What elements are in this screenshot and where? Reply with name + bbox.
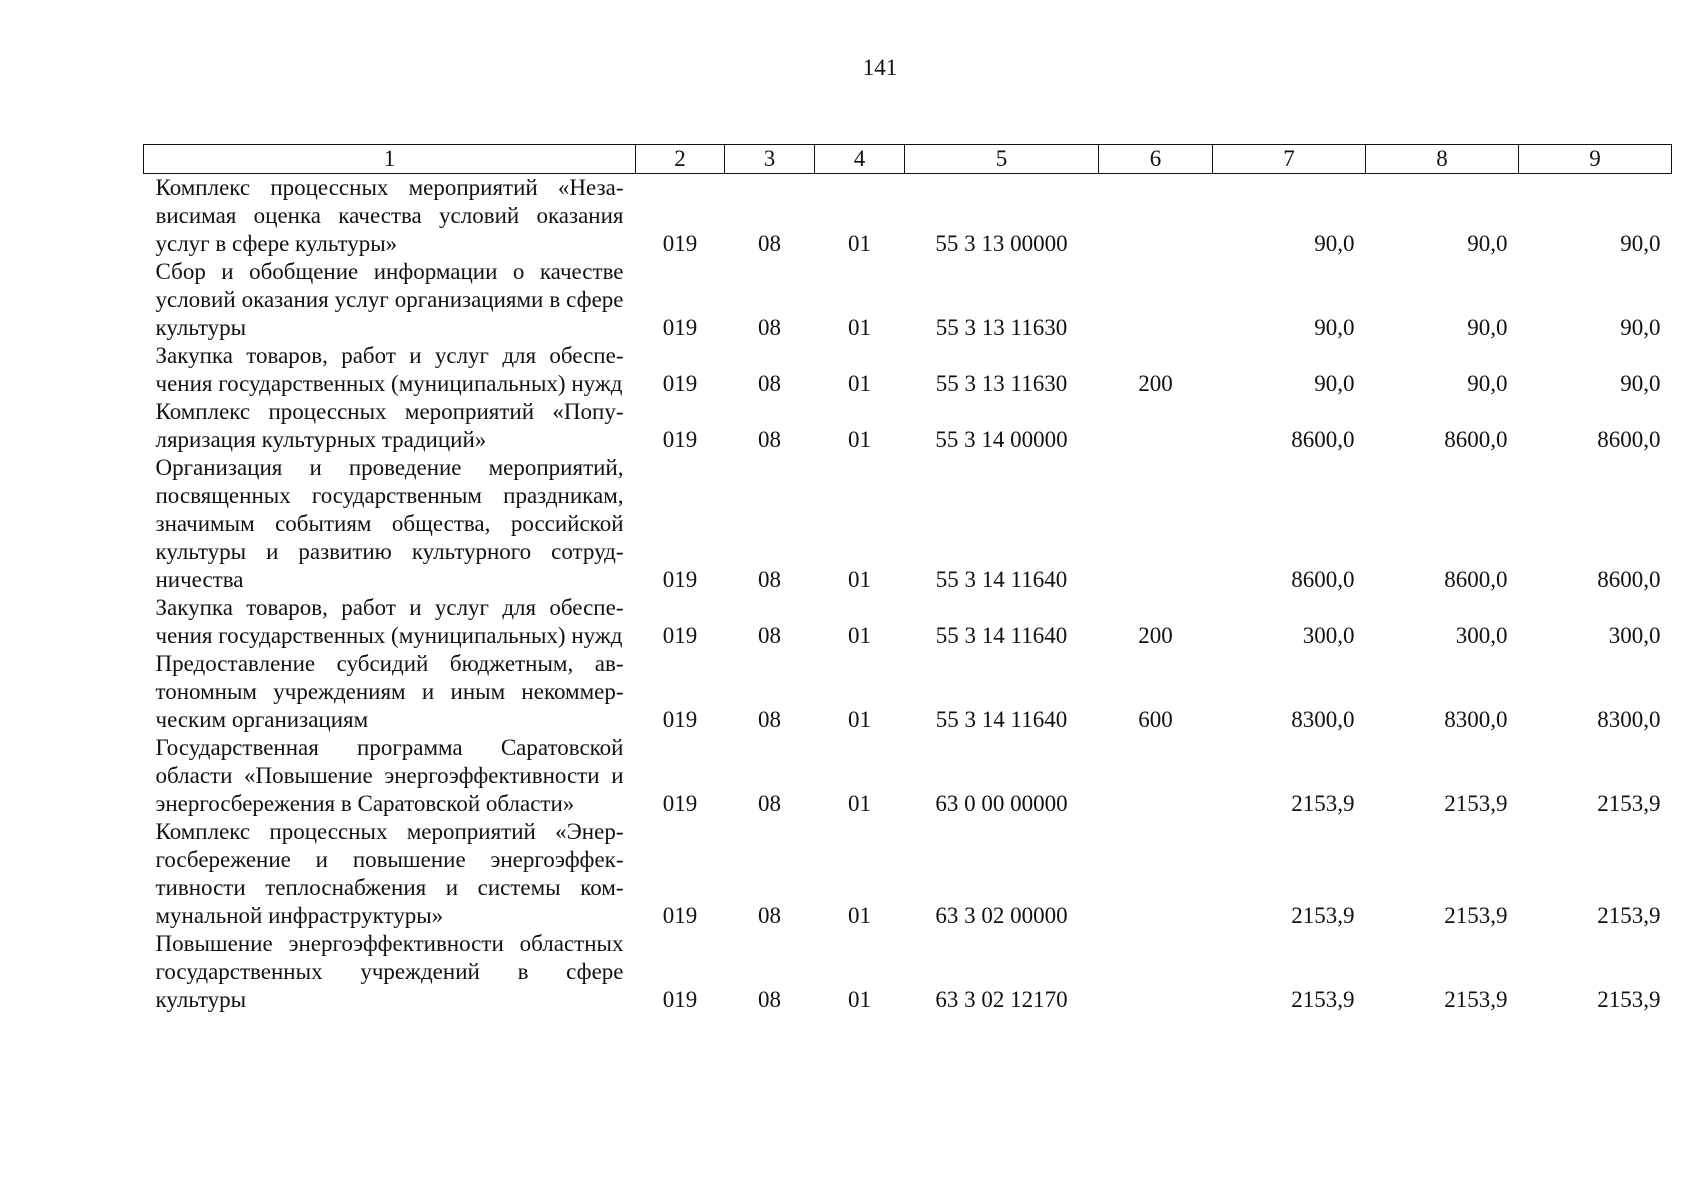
row-name: Предоставление субсидий бюджетным, автономным учреждениям и иным некоммерческим организациям [155,651,624,732]
expense-type [1099,258,1213,342]
subsection-code: 01 [848,567,871,592]
section-code: 08 [758,567,781,592]
amount-year-2: 8600,0 [1444,567,1508,592]
table-row [144,594,1672,650]
section-code: 08 [758,903,781,928]
amount-year-1: 8600,0 [1291,427,1355,452]
target-article: 55 3 14 11640 [935,623,1068,648]
amount-year-1: 8600,0 [1291,567,1355,592]
expense-type [1099,454,1213,594]
page-number: 141 [862,55,898,80]
target-article: 55 3 13 00000 [935,231,1068,256]
row-name: Государственная программа Саратовской области «Повышение энергоэффективности и энергосбережения в Саратовской области» [155,735,624,816]
subsection-code: 01 [848,231,871,256]
target-article: 63 3 02 12170 [935,987,1068,1012]
expense-type [1099,818,1213,930]
table-body [144,174,1672,1015]
expense-type [1099,398,1213,454]
ministry-code: 019 [662,903,698,928]
target-article: 63 3 02 00000 [935,903,1068,928]
ministry-code: 019 [662,567,698,592]
amount-year-1: 2153,9 [1291,791,1355,816]
table-row [144,650,1672,734]
row-name: Повышение энергоэффективности областных государственных учреждений в сфере культуры [155,931,624,1012]
target-article: 55 3 13 11630 [935,315,1068,340]
header-col-1: 1 [144,145,636,174]
row-name: Комплекс процессных мероприятий «Независимая оценка качества условий оказания услуг в сфере культуры» [155,175,624,256]
header-col-6: 6 [1099,145,1213,174]
header-row [144,145,1672,174]
expense-type: 200 [1138,623,1173,648]
row-name: Закупка товаров, работ и услуг для обеспечения государственных (муниципальных) нужд [155,343,624,396]
amount-year-2: 8600,0 [1444,427,1508,452]
subsection-code: 01 [848,987,871,1012]
amount-year-3: 90,0 [1620,371,1661,396]
amount-year-1: 2153,9 [1291,903,1355,928]
ministry-code: 019 [662,623,698,648]
subsection-code: 01 [848,315,871,340]
row-name: Закупка товаров, работ и услуг для обеспечения государственных (муниципальных) нужд [155,595,624,648]
amount-year-3: 8300,0 [1597,707,1661,732]
budget-table [143,144,1672,1014]
subsection-code: 01 [848,371,871,396]
header-col-8: 8 [1366,145,1519,174]
amount-year-2: 8300,0 [1444,707,1508,732]
amount-year-2: 2153,9 [1444,903,1508,928]
ministry-code: 019 [662,791,698,816]
amount-year-1: 2153,9 [1291,987,1355,1012]
amount-year-2: 300,0 [1455,623,1508,648]
amount-year-2: 2153,9 [1444,987,1508,1012]
expense-type [1099,930,1213,1014]
amount-year-3: 2153,9 [1597,791,1661,816]
subsection-code: 01 [848,903,871,928]
table-row [144,174,1672,259]
amount-year-1: 90,0 [1314,371,1355,396]
target-article: 55 3 13 11630 [935,371,1068,396]
table-header [144,145,1672,174]
subsection-code: 01 [848,791,871,816]
target-article: 55 3 14 11640 [935,707,1068,732]
expense-type [1099,734,1213,818]
row-name: Комплекс процессных мероприятий «Энергосбережение и повышение энергоэффективности теплоснабжения и системы коммунальной инфраструктуры» [155,819,624,928]
expense-type: 200 [1138,371,1173,396]
amount-year-3: 2153,9 [1597,903,1661,928]
subsection-code: 01 [848,623,871,648]
section-code: 08 [758,371,781,396]
amount-year-3: 300,0 [1608,623,1661,648]
amount-year-1: 90,0 [1314,231,1355,256]
amount-year-3: 8600,0 [1597,567,1661,592]
ministry-code: 019 [662,315,698,340]
section-code: 08 [758,231,781,256]
header-col-9: 9 [1519,145,1672,174]
ministry-code: 019 [662,231,698,256]
table-row [144,454,1672,594]
header-col-3: 3 [725,145,815,174]
subsection-code: 01 [848,427,871,452]
target-article: 55 3 14 11640 [935,567,1068,592]
ministry-code: 019 [662,987,698,1012]
target-article: 63 0 00 00000 [935,791,1068,816]
header-col-5: 5 [905,145,1099,174]
amount-year-2: 90,0 [1467,371,1508,396]
table-row [144,930,1672,1014]
section-code: 08 [758,623,781,648]
section-code: 08 [758,707,781,732]
target-article: 55 3 14 00000 [935,427,1068,452]
amount-year-1: 90,0 [1314,315,1355,340]
amount-year-3: 2153,9 [1597,987,1661,1012]
table-row [144,398,1672,454]
row-name: Сбор и обобщение информации о качестве условий оказания услуг организациями в сфере культуры [155,259,624,340]
section-code: 08 [758,427,781,452]
row-name: Комплекс процессных мероприятий «Популяризация культурных традиций» [155,399,624,452]
amount-year-3: 90,0 [1620,315,1661,340]
section-code: 08 [758,315,781,340]
expense-type [1099,174,1213,259]
section-code: 08 [758,791,781,816]
ministry-code: 019 [662,707,698,732]
header-col-4: 4 [815,145,905,174]
amount-year-2: 2153,9 [1444,791,1508,816]
ministry-code: 019 [662,371,698,396]
table-row [144,734,1672,818]
subsection-code: 01 [848,707,871,732]
amount-year-1: 8300,0 [1291,707,1355,732]
header-col-2: 2 [636,145,725,174]
amount-year-2: 90,0 [1467,231,1508,256]
table-row [144,818,1672,930]
ministry-code: 019 [662,427,698,452]
amount-year-1: 300,0 [1302,623,1355,648]
amount-year-3: 90,0 [1620,231,1661,256]
header-col-7: 7 [1213,145,1366,174]
expense-type: 600 [1138,707,1173,732]
table-row [144,258,1672,342]
amount-year-2: 90,0 [1467,315,1508,340]
section-code: 08 [758,987,781,1012]
row-name: Организация и проведение мероприятий, посвященных государственным праздникам, значимым событиям общества, российской культуры и развитию культурного сотрудничества [155,455,624,592]
amount-year-3: 8600,0 [1597,427,1661,452]
table-row [144,342,1672,398]
